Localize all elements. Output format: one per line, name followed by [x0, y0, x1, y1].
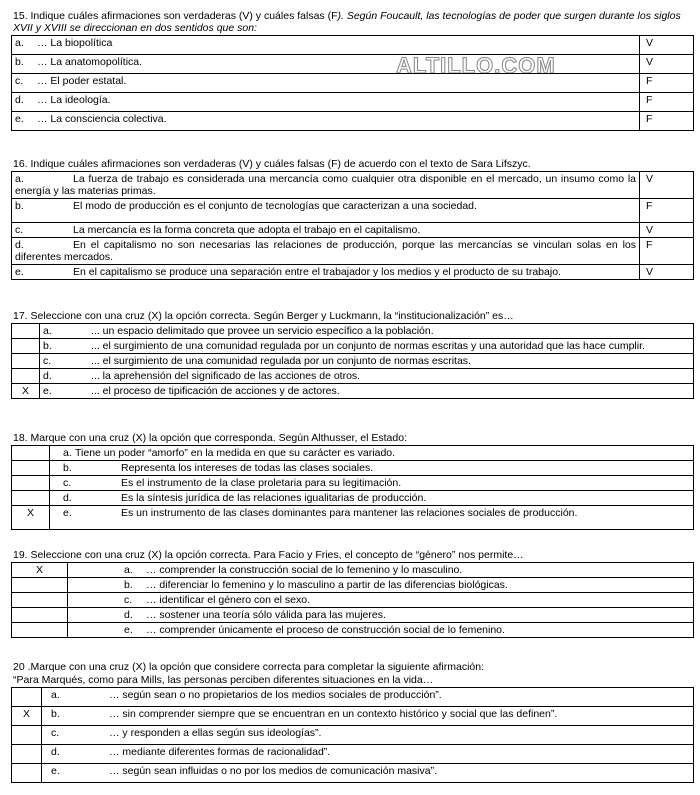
question-16-title: 16. Indique cuáles afirmaciones son verdaderas (V) y cuáles falsas (F) de acuerdo con el texto de Sara Lifszyc. — [13, 158, 531, 170]
mark-cell[interactable] — [12, 764, 42, 783]
option-letter: a. — [124, 564, 133, 576]
option-cell — [68, 623, 694, 638]
table-row — [12, 324, 694, 339]
mark-cell[interactable]: X — [12, 506, 50, 530]
question-20-title: 20 .Marque con una cruz (X) la opción que considere correcta para completar la siguiente afirmación: — [13, 661, 484, 673]
option-letter: b. — [124, 579, 133, 591]
table-row — [12, 93, 694, 112]
option-text: Representa los intereses de todas las clases sociales. — [121, 462, 374, 474]
option-letter: e. — [63, 507, 72, 519]
question-16 — [11, 158, 694, 280]
option-cell — [50, 461, 694, 476]
table-row — [12, 74, 694, 93]
option-letter: e. — [43, 385, 52, 397]
table-row — [12, 354, 694, 369]
option-letter: b. — [51, 708, 60, 720]
table-row — [12, 608, 694, 623]
question-18 — [11, 432, 694, 530]
question-15 — [11, 10, 694, 131]
question-17-title: 17. Seleccione con una cruz (X) la opción correcta. Según Berger y Luckmann, la “institucionalización” es… — [13, 310, 514, 322]
option-text: Es el instrumento de la clase proletaria para su legitimación. — [121, 477, 402, 489]
option-text: … sin comprender siempre que se encuentran en un contexto histórico y social que las definen”. — [109, 708, 558, 720]
option-cell — [40, 324, 694, 339]
mark-cell[interactable]: X — [12, 707, 42, 726]
option-letter: d. — [51, 746, 60, 758]
mark-cell[interactable] — [12, 623, 68, 638]
option-text: … La anatomopolítica. — [37, 56, 143, 68]
option-letter: d. — [63, 492, 72, 504]
option-text: ... un espacio delimitado que provee un servicio específico a la población. — [91, 325, 434, 337]
table-row — [12, 112, 694, 131]
question-20-quote: “Para Marqués, como para Mills, las personas perciben diferentes situaciones en la vida… — [13, 674, 434, 686]
option-letter: e. — [124, 624, 133, 636]
option-letter: c. — [43, 355, 52, 367]
table-row — [12, 223, 694, 238]
mark-cell[interactable]: X — [12, 384, 40, 399]
option-letter: b. — [63, 462, 72, 474]
table-row — [12, 369, 694, 384]
option-text: Es la síntesis jurídica de las relaciones igualitarias de producción. — [121, 492, 427, 504]
option-letter: c. — [15, 224, 24, 236]
option-letter: d. — [15, 94, 24, 106]
option-text: Es un instrumento de las clases dominantes para mantener las relaciones sociales de producción. — [121, 507, 578, 519]
option-letter: b. — [15, 200, 24, 212]
option-letter: a. — [43, 325, 52, 337]
option-text: … identificar el género con el sexo. — [146, 594, 311, 606]
answer-cell[interactable]: V — [640, 36, 694, 55]
mark-cell[interactable] — [12, 688, 42, 707]
option-text: … La consciencia colectiva. — [37, 113, 167, 125]
answer-cell[interactable]: V — [640, 55, 694, 74]
option-text: En el capitalismo se produce una separación entre el trabajador y los medios y el producto de su trabajo. — [73, 266, 561, 278]
option-cell — [42, 764, 694, 783]
table-row — [12, 764, 694, 783]
option-text: … diferenciar lo femenino y lo masculino a partir de las diferencias biológicas. — [146, 579, 508, 591]
option-text: ... el surgimiento de una comunidad regulada por un conjunto de normas escritas y una autoridad que las hace cumplir. — [91, 340, 645, 352]
option-text: ... la aprehensión del significado de las acciones de otros. — [91, 370, 361, 382]
question-19-table — [11, 562, 694, 638]
table-row — [12, 339, 694, 354]
option-text: ... el proceso de tipificación de acciones y de actores. — [91, 385, 340, 397]
table-row — [12, 55, 694, 74]
table-row — [12, 623, 694, 638]
option-letter: d. — [124, 609, 133, 621]
statement-cell — [12, 93, 640, 112]
statement-cell — [12, 223, 640, 238]
question-16-table — [11, 171, 694, 280]
table-row — [12, 172, 694, 199]
option-letter: c. — [15, 75, 24, 87]
table-row — [12, 265, 694, 280]
statement-cell — [12, 199, 640, 223]
question-15-table — [11, 35, 694, 131]
option-text: … según sean o no propietarios de los medios sociales de producción”. — [109, 689, 442, 701]
table-row — [12, 506, 694, 530]
answer-cell[interactable]: F — [640, 238, 694, 265]
option-letter: c. — [51, 727, 60, 739]
option-text: … La ideología. — [37, 94, 111, 106]
table-row — [12, 578, 694, 593]
option-letter: b. — [15, 56, 24, 68]
mark-cell[interactable]: X — [12, 563, 68, 578]
mark-cell[interactable] — [12, 446, 50, 461]
option-text: En el capitalismo no son necesarias las relaciones de producción, porque las mercancías se vinculan solas en los diferentes mercados. — [15, 239, 636, 263]
question-18-table — [11, 445, 694, 530]
mark-cell[interactable] — [12, 578, 68, 593]
mark-cell[interactable] — [12, 369, 40, 384]
option-text: … La biopolítica — [37, 37, 113, 49]
mark-cell[interactable] — [12, 608, 68, 623]
mark-cell[interactable] — [12, 491, 50, 506]
answer-cell[interactable]: F — [640, 74, 694, 93]
table-row — [12, 491, 694, 506]
option-text: La mercancía es la forma concreta que adopta el trabajo en el capitalismo. — [73, 224, 421, 236]
statement-cell — [12, 36, 640, 55]
answer-cell[interactable]: F — [640, 199, 694, 223]
option-cell — [40, 384, 694, 399]
mark-cell[interactable] — [12, 726, 42, 745]
statement-cell — [12, 265, 640, 280]
watermark: ALTILLO.COM — [396, 53, 556, 78]
option-cell — [42, 726, 694, 745]
option-letter: c. — [63, 477, 72, 489]
mark-cell[interactable] — [12, 324, 40, 339]
table-row — [12, 461, 694, 476]
option-text: … sostener una teoría sólo válida para las mujeres. — [146, 609, 386, 621]
option-cell — [50, 491, 694, 506]
table-row — [12, 446, 694, 461]
option-letter: e. — [51, 765, 60, 777]
option-cell — [42, 745, 694, 764]
answer-cell[interactable]: V — [640, 223, 694, 238]
statement-cell — [12, 238, 640, 265]
question-15-title: 15. Indique cuáles afirmaciones son verdaderas (V) y cuáles falsas (F). Según Foucault, las tecnologías de poder que surgen durante los siglos XVII y XVIII se direccionan en dos sentidos que son: — [13, 10, 681, 34]
mark-cell[interactable] — [12, 339, 40, 354]
option-text: … El poder estatal. — [37, 75, 127, 87]
mark-cell[interactable] — [12, 461, 50, 476]
option-cell — [40, 369, 694, 384]
option-cell — [42, 688, 694, 707]
question-20 — [11, 661, 694, 783]
statement-cell — [12, 74, 640, 93]
option-letter: a. — [15, 173, 24, 185]
option-cell — [40, 339, 694, 354]
option-letter: e. — [15, 113, 24, 125]
option-text: … y responden a ellas según sus ideologías”. — [109, 727, 322, 739]
option-letter: c. — [124, 594, 133, 606]
table-row — [12, 384, 694, 399]
option-letter: b. — [43, 340, 52, 352]
option-cell — [68, 608, 694, 623]
question-20-table — [11, 687, 694, 783]
answer-cell[interactable]: F — [640, 93, 694, 112]
table-row — [12, 688, 694, 707]
option-text: ... el surgimiento de una comunidad regulada por un conjunto de normas escritas. — [91, 355, 471, 367]
table-row — [12, 36, 694, 55]
option-letter: a. — [51, 689, 60, 701]
mark-cell[interactable] — [12, 476, 50, 491]
option-letter: a. — [63, 447, 72, 459]
statement-cell — [12, 53, 640, 78]
option-text: Tiene un poder “amorfo” en la medida en que su carácter es variado. — [75, 447, 396, 459]
mark-cell[interactable] — [12, 745, 42, 764]
answer-cell[interactable]: F — [640, 112, 694, 131]
option-cell — [42, 707, 694, 726]
option-letter: d. — [43, 370, 52, 382]
option-cell — [68, 563, 694, 578]
table-row — [12, 476, 694, 491]
question-17 — [11, 310, 694, 399]
option-text: … comprender únicamente el proceso de construcción social de lo femenino. — [146, 624, 505, 636]
table-row — [12, 199, 694, 223]
option-letter: e. — [15, 266, 24, 278]
option-cell — [50, 506, 694, 530]
table-row — [12, 238, 694, 265]
question-19-title: 19. Seleccione con una cruz (X) la opción correcta. Para Facio y Fries, el concepto de “género” nos permite… — [13, 549, 524, 561]
statement-cell — [12, 172, 640, 199]
table-row — [12, 726, 694, 745]
answer-cell[interactable]: V — [640, 265, 694, 280]
table-row — [12, 745, 694, 764]
option-cell — [50, 446, 694, 461]
option-text: La fuerza de trabajo es considerada una mercancía como cualquier otra disponible en el mercado, un insumo como la energía y las materias primas. — [15, 173, 636, 197]
option-text: … según sean influidas o no por los medios de comunicación masiva”. — [109, 765, 438, 777]
option-text: El modo de producción es el conjunto de tecnologías que caracterizan a una sociedad. — [73, 200, 477, 212]
answer-cell[interactable]: V — [640, 172, 694, 199]
option-text: … comprender la construcción social de lo femenino y lo masculino. — [146, 564, 463, 576]
question-18-title: 18. Marque con una cruz (X) la opción que corresponda. Según Althusser, el Estado: — [13, 432, 407, 444]
table-row — [12, 707, 694, 726]
option-text: … mediante diferentes formas de racionalidad”. — [109, 746, 331, 758]
option-letter: a. — [15, 37, 24, 49]
option-cell — [40, 354, 694, 369]
statement-cell — [12, 112, 640, 131]
option-cell — [50, 476, 694, 491]
table-row — [12, 593, 694, 608]
table-row — [12, 563, 694, 578]
mark-cell[interactable] — [12, 593, 68, 608]
mark-cell[interactable] — [12, 354, 40, 369]
option-cell — [68, 578, 694, 593]
question-19 — [11, 549, 694, 638]
question-17-table — [11, 323, 694, 399]
option-cell — [68, 593, 694, 608]
option-letter: d. — [15, 239, 24, 251]
